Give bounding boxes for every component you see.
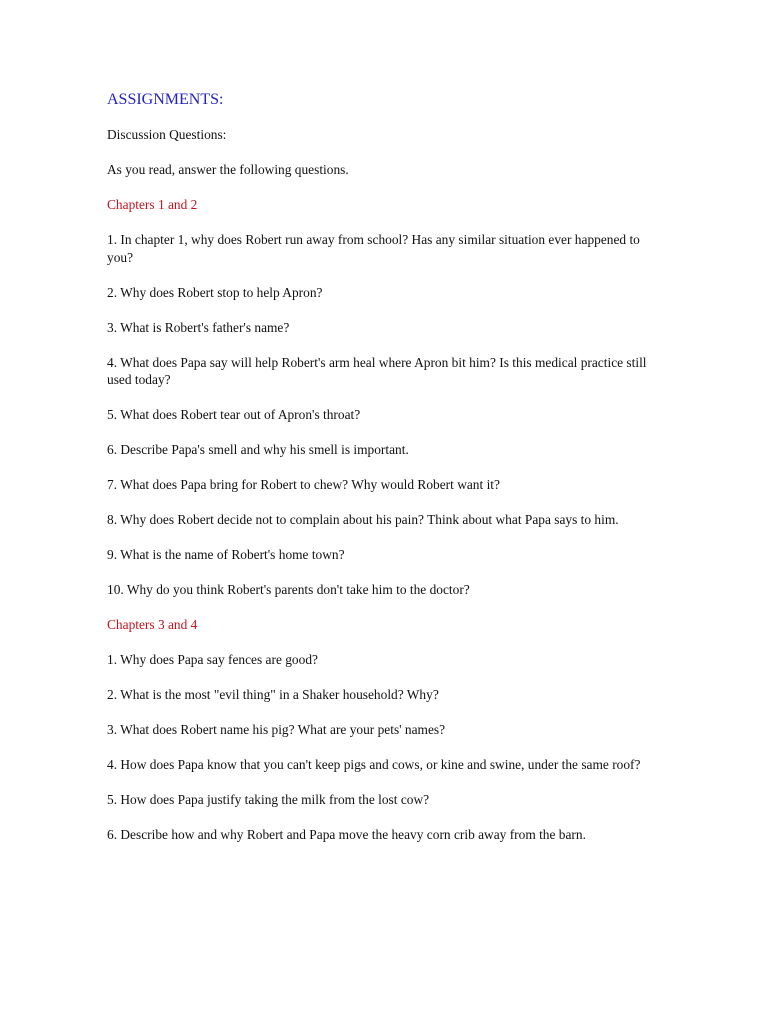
section-title: Chapters 1 and 2 bbox=[107, 197, 198, 212]
question-item: 10. Why do you think Robert's parents don't take him to the doctor? bbox=[107, 582, 470, 597]
assignments-heading: ASSIGNMENTS: bbox=[107, 91, 224, 108]
question-item: 1. Why does Papa say fences are good? bbox=[107, 652, 318, 667]
question-item: 3. What is Robert's father's name? bbox=[107, 319, 290, 335]
question-item: 9. What is the name of Robert's home town? bbox=[107, 547, 345, 562]
question-item: 8. Why does Robert decide not to complain about his pain? Think about what Papa says to him. bbox=[107, 512, 619, 527]
instruction-text: As you read, answer the following questions. bbox=[107, 162, 349, 177]
document-page bbox=[107, 90, 667, 861]
question-item: 7. What does Papa bring for Robert to chew? Why would Robert want it? bbox=[107, 477, 500, 492]
question-item: 5. What does Robert tear out of Apron's throat? bbox=[107, 407, 361, 422]
question-item: 5. How does Papa justify taking the milk from the lost cow? bbox=[107, 792, 430, 807]
section-chapters-1-2 bbox=[107, 196, 667, 599]
section-chapters-3-4 bbox=[107, 616, 667, 844]
question-item: 3. What does Robert name his pig? What are your pets' names? bbox=[107, 722, 446, 737]
question-item: 2. Why does Robert stop to help Apron? bbox=[107, 284, 323, 300]
question-item: 4. What does Papa say will help Robert's arm heal where Apron bit him? Is this medical practice still used today? bbox=[107, 354, 647, 387]
question-item: 4. How does Papa know that you can't keep pigs and cows, or kine and swine, under the same roof? bbox=[107, 757, 641, 772]
discussion-questions-subheading: Discussion Questions: bbox=[107, 127, 227, 142]
question-item: 1. In chapter 1, why does Robert run away from school? Has any similar situation ever happened to you? bbox=[107, 232, 640, 265]
question-item: 6. Describe Papa's smell and why his smell is important. bbox=[107, 442, 409, 457]
question-item: 6. Describe how and why Robert and Papa move the heavy corn crib away from the barn. bbox=[107, 827, 586, 842]
section-title: Chapters 3 and 4 bbox=[107, 617, 198, 632]
question-item: 2. What is the most "evil thing" in a Shaker household? Why? bbox=[107, 687, 439, 702]
